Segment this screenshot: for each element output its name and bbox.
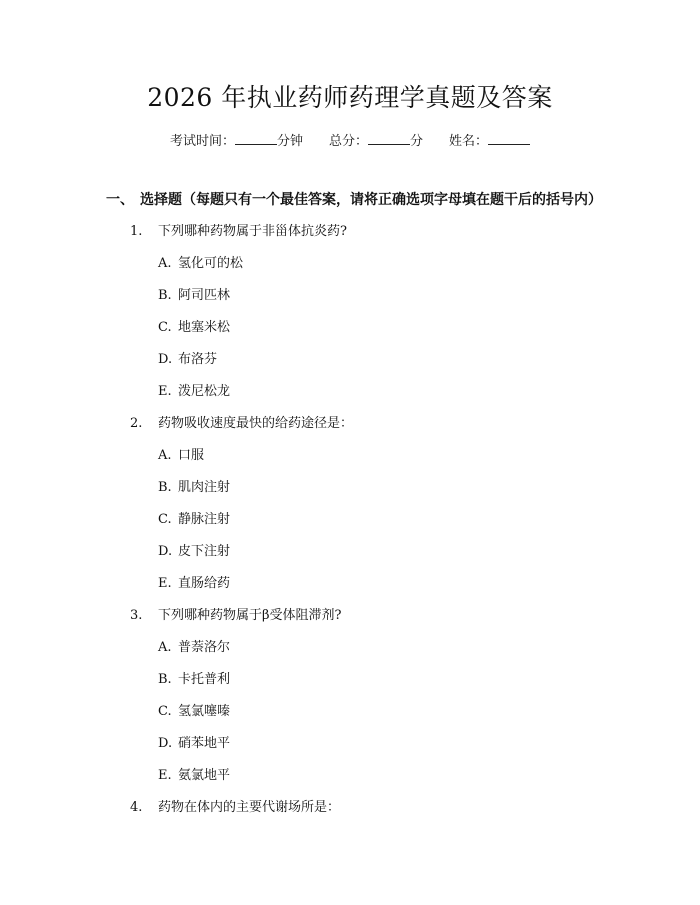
section-number: 一、 xyxy=(106,192,134,208)
time-blank xyxy=(235,130,277,145)
option-1d xyxy=(158,350,217,370)
time-label: 考试时间： xyxy=(169,134,235,149)
option-letter: E. xyxy=(158,768,172,783)
option-text: 直肠给药 xyxy=(178,576,231,591)
option-letter: A. xyxy=(158,640,172,655)
option-3c xyxy=(158,702,230,722)
option-letter: E. xyxy=(158,576,172,591)
option-text: 氢化可的松 xyxy=(178,256,244,271)
option-text: 皮下注射 xyxy=(178,544,231,559)
option-letter: D. xyxy=(158,352,173,367)
option-letter: D. xyxy=(158,544,173,559)
option-text: 地塞米松 xyxy=(178,320,231,335)
section-heading xyxy=(106,190,602,210)
option-3a xyxy=(158,638,230,658)
option-text: 布洛芬 xyxy=(178,352,218,367)
section-title: 选择题（每题只有一个最佳答案，请将正确选项字母填在题干后的括号内） xyxy=(140,192,602,208)
option-letter: A. xyxy=(158,448,172,463)
option-1a xyxy=(158,254,243,274)
option-letter: B. xyxy=(158,672,172,687)
question-2 xyxy=(130,414,353,434)
score-label: 总分： xyxy=(328,134,368,149)
option-letter: E. xyxy=(158,384,172,399)
option-letter: C. xyxy=(158,320,172,335)
option-letter: B. xyxy=(158,288,172,303)
time-unit: 分钟 xyxy=(276,134,303,149)
option-text: 普萘洛尔 xyxy=(178,640,231,655)
option-text: 氨氯地平 xyxy=(178,768,231,783)
name-blank xyxy=(488,130,530,145)
option-1c xyxy=(158,318,230,338)
score-blank xyxy=(368,130,410,145)
option-text: 阿司匹林 xyxy=(178,288,231,303)
option-text: 静脉注射 xyxy=(178,512,231,527)
option-2e xyxy=(158,574,230,594)
option-1e xyxy=(158,382,230,402)
question-1 xyxy=(130,222,347,242)
question-number: 4. xyxy=(130,800,143,815)
question-text: 药物在体内的主要代谢场所是： xyxy=(158,800,341,815)
option-text: 口服 xyxy=(178,448,205,463)
question-text: 下列哪种药物属于非甾体抗炎药? xyxy=(158,224,347,239)
option-2d xyxy=(158,542,230,562)
question-4 xyxy=(130,798,340,818)
option-1b xyxy=(158,286,230,306)
option-text: 氢氯噻嗪 xyxy=(178,704,231,719)
option-3d xyxy=(158,734,230,754)
exam-meta xyxy=(0,130,700,152)
option-letter: B. xyxy=(158,480,172,495)
question-number: 2. xyxy=(130,416,143,431)
question-text: 下列哪种药物属于β受体阻滞剂? xyxy=(158,608,342,623)
option-text: 肌肉注射 xyxy=(178,480,231,495)
question-number: 1. xyxy=(130,224,143,239)
option-2c xyxy=(158,510,230,530)
name-label: 姓名： xyxy=(449,134,489,149)
option-text: 泼尼松龙 xyxy=(178,384,231,399)
question-text: 药物吸收速度最快的给药途径是： xyxy=(158,416,354,431)
page-title: 2026 年执业药师药理学真题及答案 xyxy=(147,83,553,112)
score-unit: 分 xyxy=(410,134,424,149)
option-letter: A. xyxy=(158,256,172,271)
question-number: 3. xyxy=(130,608,143,623)
option-2b xyxy=(158,478,230,498)
option-letter: C. xyxy=(158,512,172,527)
option-text: 卡托普利 xyxy=(178,672,231,687)
option-2a xyxy=(158,446,204,466)
option-letter: D. xyxy=(158,736,173,751)
option-letter: C. xyxy=(158,704,172,719)
option-3b xyxy=(158,670,230,690)
option-3e xyxy=(158,766,230,786)
option-text: 硝苯地平 xyxy=(178,736,231,751)
question-3 xyxy=(130,606,342,626)
